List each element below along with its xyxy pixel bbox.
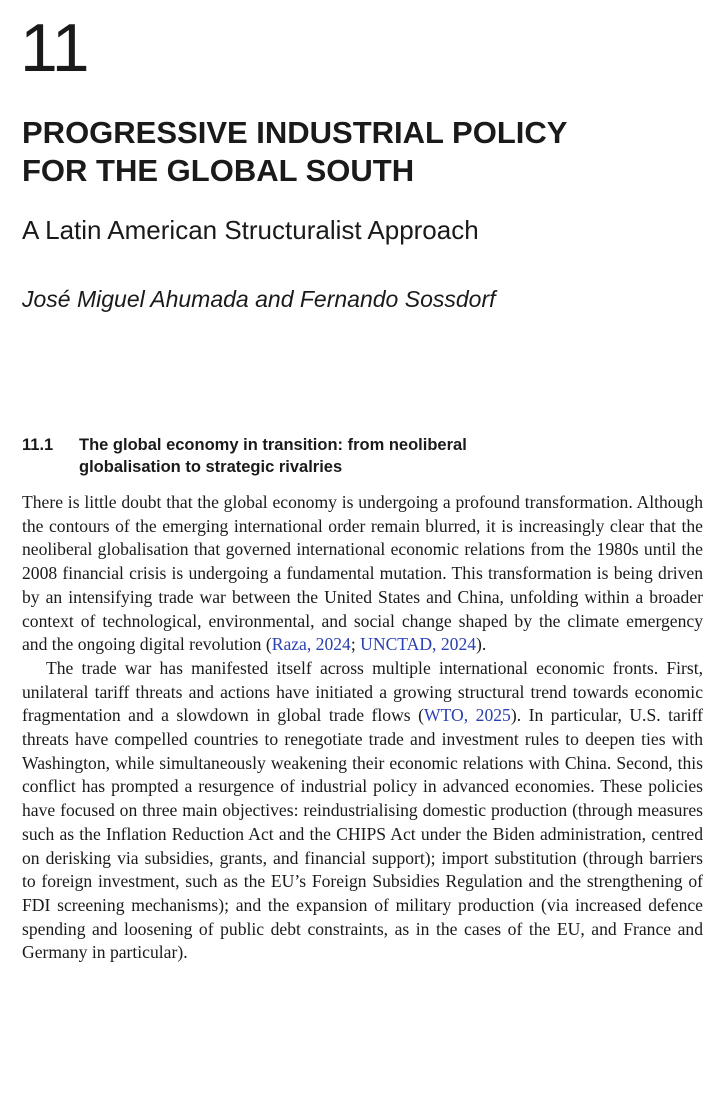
section-number: 11.1	[22, 436, 54, 454]
chapter-number: 11	[20, 10, 89, 86]
paragraph-2	[22, 657, 703, 965]
section-heading	[22, 434, 712, 478]
chapter-subtitle: A Latin American Structuralist Approach	[22, 215, 479, 245]
chapter-title-line-1: PROGRESSIVE INDUSTRIAL POLICY	[22, 115, 568, 150]
citation-unctad-2024[interactable]: UNCTAD, 2024	[360, 634, 477, 655]
citation-raza-2024[interactable]: Raza, 2024	[271, 634, 351, 655]
citation-wto-2025[interactable]: WTO, 2025	[424, 705, 511, 726]
body-text	[22, 491, 703, 965]
paragraph-1-text: There is little doubt that the global economy is undergoing a profound transformation. Although the contours of the emerging international order remain blurred, it is increasingly clear that the neoliberal globalisation that governed international economic relations from the 1980s until the 2008 financial crisis is undergoing a fundamental mutation. This transformation is being driven by an intensifying trade war between the United States and China, unfolding within a broader context of technological, environmental, and social change shaped by the climate emergency and the ongoing digital revolution (	[22, 492, 703, 655]
paragraph-1	[22, 491, 703, 657]
paragraph-2-text-end: ). In particular, U.S. tariff threats have compelled countries to renegotiate trade and investment rules to deepen ties with Washington, while simultaneously weakening their economic relations with China. Second, this conflict has prompted a resurgence of industrial policy in advanced economies. These policies have focused on three main objectives: reindustrialising domestic production (through measures such as the Inflation Reduction Act and the CHIPS Act under the Biden administration, centred on derisking via subsidies, grants, and financial support); import substitution (through barriers to foreign investment, such as the EU’s Foreign Subsidies Regulation and the strengthening of FDI screening mechanisms); and the expansion of military production (via increased defence spending and loosening of public debt constraints, as in the cases of the EU, and France and Germany in particular).	[22, 705, 703, 963]
section-title-line-2: globalisation to strategic rivalries	[79, 458, 343, 476]
chapter-title-line-2: FOR THE GLOBAL SOUTH	[22, 153, 415, 188]
chapter-authors: José Miguel Ahumada and Fernando Sossdorf	[22, 286, 496, 312]
chapter-title	[22, 114, 712, 190]
paragraph-1-end: ).	[476, 634, 487, 655]
section-title	[79, 434, 712, 478]
section-title-line-1: The global economy in transition: from neoliberal	[79, 436, 467, 454]
paragraph-2-text-start: The trade war has manifested itself across multiple international economic fronts. First, unilateral tariff threats and actions have initiated a growing structural trend towards economic fragmentation and a slowdown in global trade flows (	[22, 657, 703, 726]
citation-separator: ;	[350, 634, 361, 655]
